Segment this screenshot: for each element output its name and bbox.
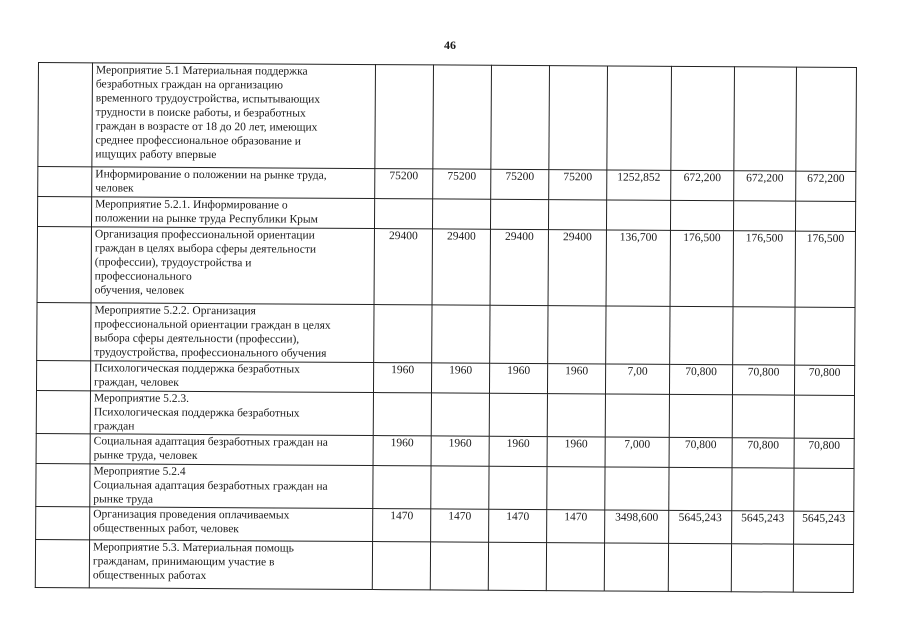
value-cell: 1960	[547, 437, 605, 467]
value-cell: 1470	[547, 510, 605, 543]
value-cell: 7,000	[605, 437, 669, 467]
row-description: Мероприятие 5.2.3. Психологическая поддержка безработных граждан	[90, 391, 373, 436]
value-cell: 672,200	[734, 171, 796, 201]
table-row	[37, 197, 855, 232]
row-description: Мероприятие 5.1 Материальная поддержка безработных граждан на организацию временного трудоустройства, испытывающих трудности в поиске работы, и безработных граждан в возрасте от 18 до 20 лет, имеющих среднее профессиональное образование и ищущих работу впервые	[92, 63, 376, 169]
value-cell: 1960	[489, 363, 547, 393]
value-cell: 70,800	[669, 364, 732, 394]
value-cell	[372, 542, 430, 590]
row-index-cell	[38, 63, 93, 167]
value-cell: 1252,852	[607, 170, 671, 200]
value-cell: 672,200	[796, 171, 856, 201]
value-cell	[488, 542, 546, 590]
value-cell	[731, 544, 793, 592]
value-cell	[794, 395, 854, 438]
value-cell	[795, 307, 855, 365]
row-index-cell	[36, 360, 90, 390]
value-cell: 70,800	[732, 365, 794, 395]
row-index-cell	[38, 167, 92, 197]
row-index-cell	[37, 226, 91, 302]
value-cell: 1470	[489, 509, 547, 542]
value-cell: 70,800	[732, 438, 794, 468]
value-cell	[489, 466, 547, 509]
table-row	[36, 463, 854, 511]
value-cell	[489, 393, 547, 436]
value-cell	[732, 468, 794, 511]
value-cell: 176,500	[795, 231, 855, 307]
value-cell: 75200	[375, 169, 433, 199]
page-number: 46	[444, 38, 456, 52]
value-cell: 5645,243	[669, 510, 732, 543]
value-cell	[669, 394, 732, 437]
value-cell	[605, 394, 669, 437]
value-cell	[547, 394, 605, 437]
table-row	[36, 390, 854, 438]
value-cell	[669, 467, 732, 510]
value-cell	[670, 200, 733, 230]
table-row	[36, 433, 854, 468]
row-index-cell	[36, 433, 90, 463]
row-description: Организация проведения оплачиваемых общественных работ, человек	[90, 507, 373, 542]
value-cell: 70,800	[794, 438, 854, 468]
value-cell	[374, 305, 432, 363]
value-cell	[548, 306, 606, 364]
table-row	[35, 539, 853, 592]
row-description: Мероприятие 5.3. Материальная помощь гражданам, принимающим участие в общественных работах	[89, 540, 372, 590]
value-cell	[793, 544, 853, 592]
value-cell	[549, 66, 608, 170]
value-cell	[796, 67, 857, 171]
value-cell: 29400	[374, 229, 432, 305]
value-cell	[431, 393, 489, 436]
value-cell	[795, 201, 855, 231]
row-index-cell	[36, 463, 90, 506]
value-cell	[607, 66, 672, 170]
value-cell: 136,700	[606, 230, 670, 306]
value-cell: 176,500	[733, 231, 795, 307]
value-cell	[606, 200, 670, 230]
value-cell	[733, 307, 795, 365]
value-cell: 1960	[373, 436, 431, 466]
value-cell: 1960	[547, 364, 605, 394]
value-cell: 29400	[490, 229, 548, 305]
value-cell	[794, 468, 854, 511]
row-description: Мероприятие 5.2.4 Социальная адаптация безработных граждан на рынке труда	[90, 464, 373, 509]
row-description: Мероприятие 5.2.1. Информирование о положении на рынке труда Республики Крым	[91, 197, 374, 229]
value-cell: 75200	[549, 170, 607, 200]
value-cell: 75200	[491, 169, 549, 199]
value-cell	[668, 543, 731, 591]
row-index-cell	[37, 197, 91, 227]
value-cell	[671, 66, 735, 170]
value-cell: 672,200	[671, 170, 734, 200]
table-row	[36, 506, 854, 544]
value-cell	[432, 305, 490, 363]
table-row	[37, 226, 855, 307]
value-cell: 1960	[431, 363, 489, 393]
value-cell: 1470	[431, 509, 489, 542]
value-cell	[490, 305, 548, 363]
row-description: Психологическая поддержка безработных граждан, человек	[90, 361, 373, 393]
value-cell	[670, 306, 733, 364]
value-cell	[734, 67, 797, 171]
value-cell	[375, 65, 434, 169]
value-cell	[733, 201, 795, 231]
row-index-cell	[37, 302, 91, 360]
value-cell	[732, 395, 794, 438]
value-cell: 176,500	[670, 230, 733, 306]
value-cell: 75200	[433, 169, 491, 199]
budget-table	[35, 62, 857, 593]
table-row	[38, 167, 856, 202]
value-cell	[548, 200, 606, 230]
value-cell: 1960	[373, 363, 431, 393]
value-cell	[546, 543, 604, 591]
value-cell	[605, 467, 669, 510]
value-cell: 29400	[548, 230, 606, 306]
value-cell	[373, 393, 431, 436]
row-index-cell	[36, 506, 90, 539]
value-cell	[547, 467, 605, 510]
value-cell: 1960	[431, 436, 489, 466]
row-index-cell	[36, 390, 90, 433]
value-cell	[491, 65, 550, 169]
value-cell	[431, 466, 489, 509]
row-index-cell	[35, 539, 89, 587]
row-description: Информирование о положении на рынке труда, человек	[92, 167, 375, 199]
value-cell: 5645,243	[794, 511, 854, 544]
value-cell: 70,800	[669, 437, 732, 467]
value-cell: 5645,243	[732, 511, 794, 544]
value-cell	[374, 199, 432, 229]
table-row	[37, 302, 855, 365]
value-cell	[432, 199, 490, 229]
value-cell	[490, 199, 548, 229]
value-cell: 3498,600	[605, 510, 669, 543]
table-row	[36, 360, 854, 395]
value-cell	[430, 542, 488, 590]
row-description: Организация профессиональной ориентации граждан в целях выбора сферы деятельности (профессии), трудоустройства и профессионального обучения, человек	[91, 227, 374, 305]
value-cell: 1960	[489, 436, 547, 466]
row-description: Социальная адаптация безработных граждан на рынке труда, человек	[90, 434, 373, 466]
value-cell	[433, 65, 492, 169]
table-row	[38, 63, 857, 172]
value-cell	[604, 543, 668, 591]
value-cell	[606, 306, 670, 364]
value-cell: 29400	[432, 229, 490, 305]
value-cell: 70,800	[794, 365, 854, 395]
value-cell: 1470	[373, 509, 431, 542]
value-cell: 7,00	[605, 364, 669, 394]
value-cell	[373, 466, 431, 509]
row-description: Мероприятие 5.2.2. Организация профессиональной ориентации граждан в целях выбора сферы деятельности (профессии), трудоустройства, профессионального обучения	[91, 303, 374, 363]
